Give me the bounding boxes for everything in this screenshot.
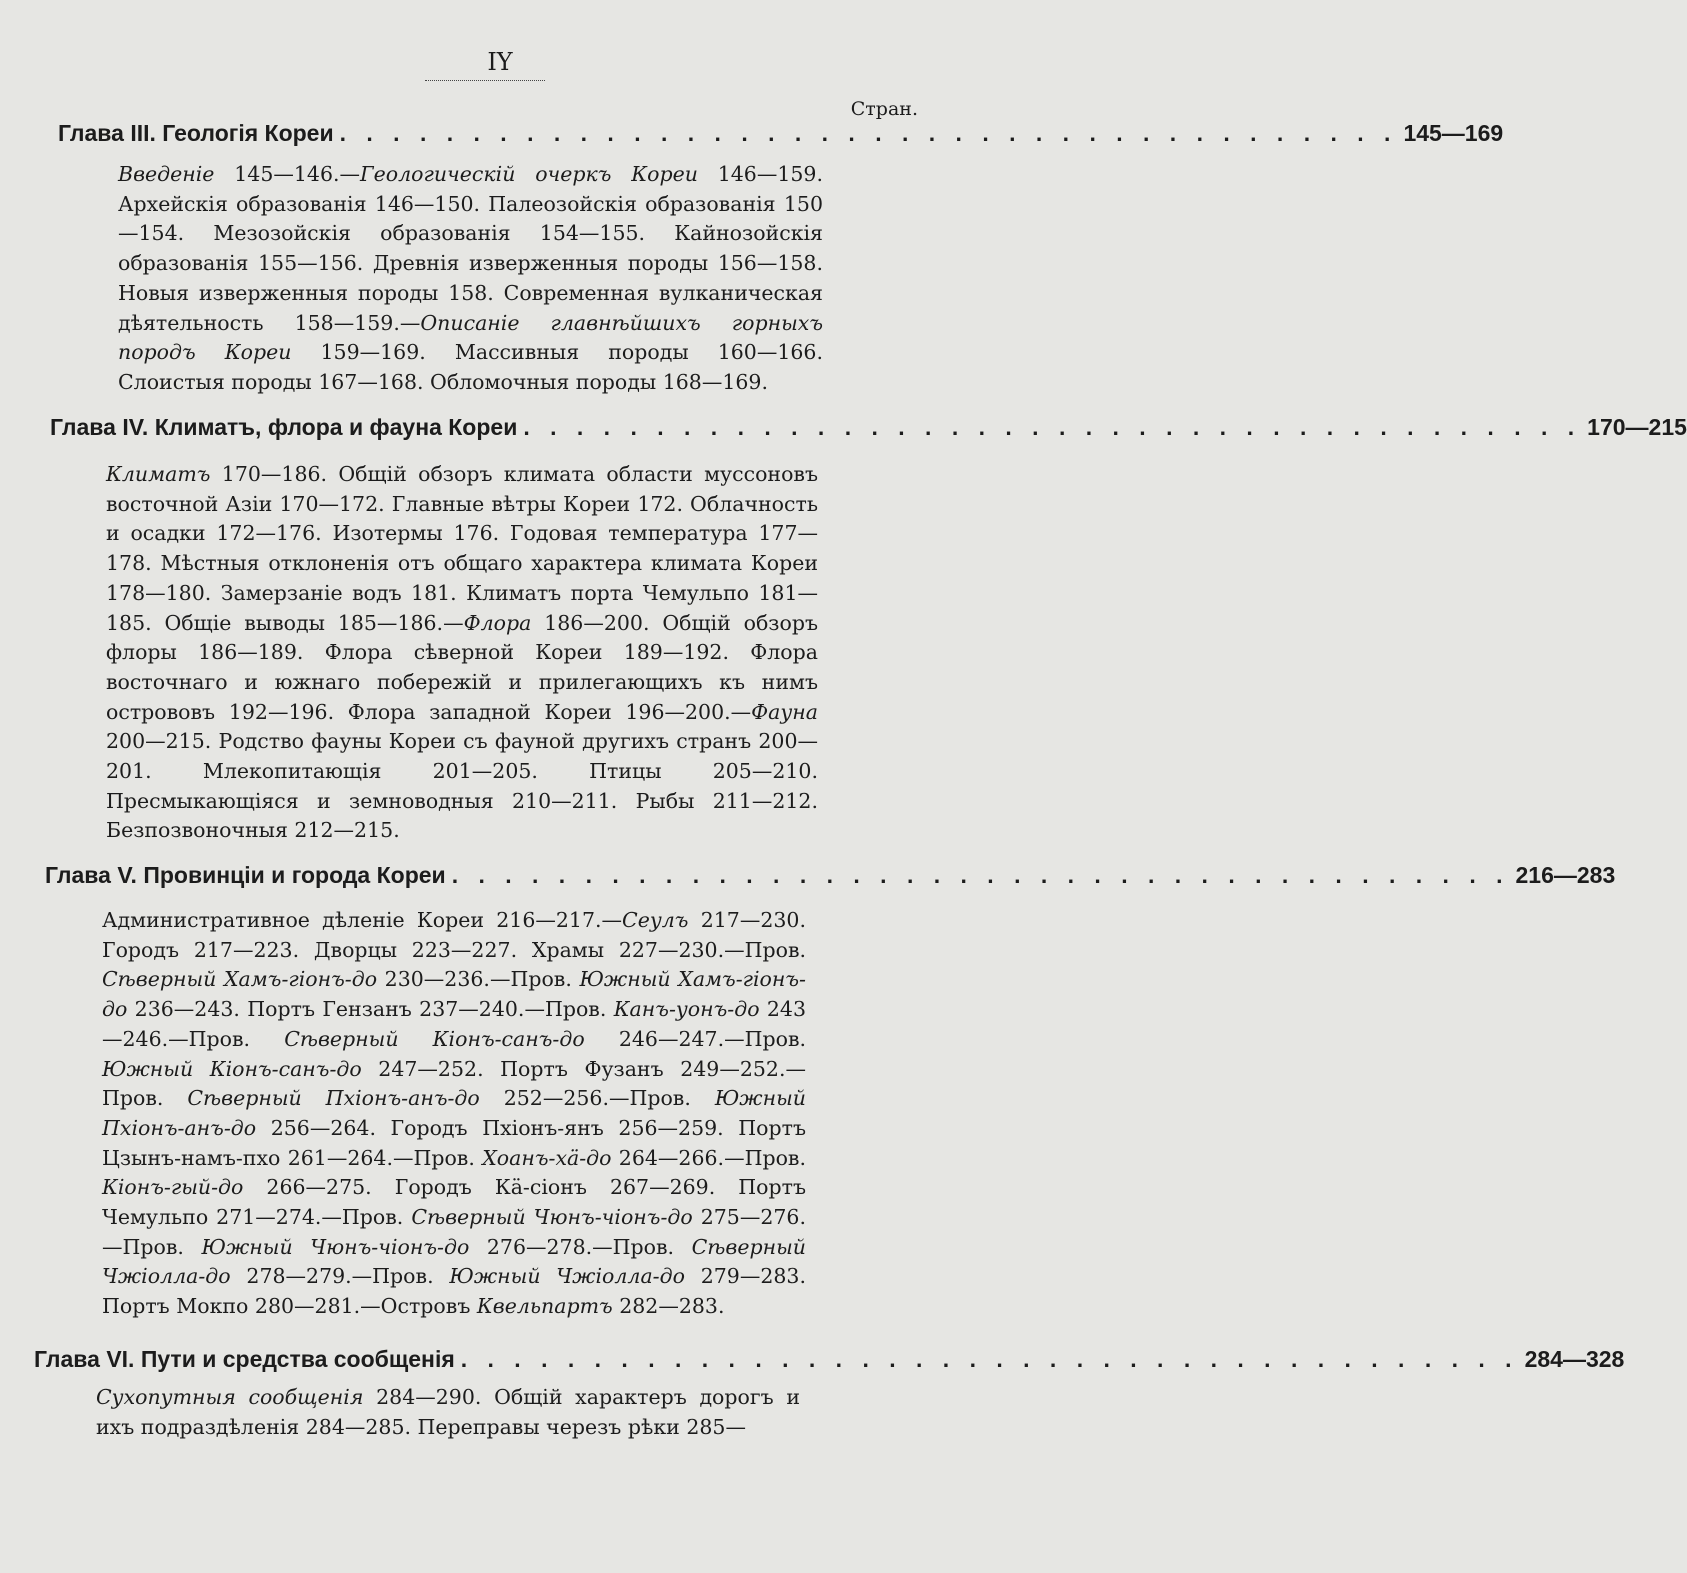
italic-topic: Геологическій очеркъ Кореи	[360, 162, 698, 186]
chapter-title: Глава IV. Климатъ, флора и фауна Кореи	[50, 414, 518, 440]
summary-text: 279—283. Портъ Мокпо 280—281.—Островъ	[102, 1264, 806, 1319]
chapter-heading	[34, 1346, 1625, 1378]
chapter-heading	[45, 862, 1616, 894]
italic-topic: Сѣверный Чюнъ-чіонъ-до	[411, 1205, 693, 1230]
summary-text: 230—236.—Пров.	[377, 967, 580, 992]
summary-text: 243—246.—Пров.	[102, 997, 806, 1051]
italic-topic: Южный Хамъ-гіонъ-до	[102, 967, 806, 1022]
italic-topic: Южный Кіонъ-санъ-до	[102, 1056, 362, 1081]
italic-topic: Сѣверный Хамъ-гіонъ-до	[102, 967, 378, 992]
chapter-page-range: 284—328	[1524, 1346, 1625, 1372]
chapter-heading	[58, 120, 1504, 152]
summary-text: 217—230. Городъ 217—223. Дворцы 223—227. Храмы 227—230.—Пров.	[102, 908, 806, 962]
summary-text: 284—290. Общій характеръ дорогъ и ихъ подраздѣленія 284—285. Переправы черезъ рѣки 285—	[96, 1385, 800, 1439]
italic-topic: Описаніе главнѣйшихъ горныхъ породъ Кореи	[118, 310, 823, 365]
chapter-page-range: 145—169	[1403, 120, 1504, 146]
summary-text: 146—159. Архейскія образованія 146—150. Палеозойскія образованія 150—154. Мезозойскія образованія 154—155. Кайнозойскія образованія 155—156. Древнія изверженныя породы 156—158. Новыя изверженныя породы 158. Современная вулканическая дѣятельность 158—159.—	[118, 162, 823, 335]
summary-text: 264—266.—Пров.	[611, 1145, 806, 1170]
summary-text: 256—264. Городъ Пхіонъ-янъ 256—259. Портъ Цзынъ-намъ-пхо 261—264.—Пров.	[102, 1115, 806, 1170]
summary-text: 246—247.—Пров.	[584, 1026, 806, 1051]
leader-dots: . . . . . . . . . . . . . . . . . . . . . . . . . . . . . . . . . . . . . . . .	[523, 414, 1582, 440]
chapter-title: Глава III. Геологія Кореи	[58, 120, 334, 146]
chapter-page-range: 216—283	[1515, 862, 1616, 888]
summary-text: 200—215. Родство фауны Кореи съ фауной другихъ странъ 200—201. Млекопитающія 201—205. Птицы 205—210. Пресмыкающіяся и земноводныя 210—211. Рыбы 211—212. Безпозвоночныя 212—215.	[106, 729, 818, 843]
summary-text: 170—186. Общій обзоръ климата области муссоновъ восточной Азіи 170—172. Главные вѣтры Кореи 172. Облачность и осадки 172—176. Изотермы 176. Годовая температура 177—178. Мѣстныя отклоненія отъ общаго характера климата Кореи 178—180. Замерзаніе водъ 181. Климатъ порта Чемульпо 181—185. Общіе выводы 185—186.—	[106, 462, 818, 635]
leader-dots: . . . . . . . . . . . . . . . . . . . . . . . . . . . . . . . . . . . . . . . .	[339, 120, 1398, 146]
summary-text: Административное дѣленіе Кореи 216—217.—	[102, 908, 623, 932]
italic-topic: Сѣверный Кіонъ-санъ-до	[284, 1026, 585, 1051]
italic-topic: Южный Чжіолла-до	[449, 1264, 685, 1289]
page-column-label: Стран.	[850, 98, 918, 120]
summary-text: 276—278.—Пров.	[469, 1234, 692, 1259]
italic-topic: Квельпартъ	[476, 1294, 613, 1319]
summary-text: 278—279.—Пров.	[230, 1264, 450, 1289]
italic-topic: Фауна	[751, 699, 818, 724]
summary-text: 252—256.—Пров.	[479, 1086, 715, 1111]
page-number-rule	[425, 80, 545, 81]
chapter-summary	[118, 160, 823, 398]
chapter-title: Глава V. Провинціи и города Кореи	[45, 862, 446, 888]
italic-topic: Канъ-уонъ-до	[613, 997, 760, 1022]
italic-topic: Сѣверный Чжіолла-до	[102, 1234, 806, 1289]
italic-topic: Сеулъ	[622, 908, 689, 932]
italic-topic: Сѣверный Пхіонъ-анъ-до	[187, 1086, 480, 1111]
summary-text: 282—283.	[612, 1294, 725, 1319]
summary-text: 186—200. Общій обзоръ флоры 186—189. Флора сѣверной Кореи 189—192. Флора восточнаго и южнаго побережій и прилегающихъ къ нимъ острововъ 192—196. Флора западной Кореи 196—200.—	[106, 610, 818, 724]
chapter-summary	[96, 1383, 800, 1442]
italic-topic: Южный Чюнъ-чіонъ-до	[201, 1234, 470, 1259]
chapter-summary	[102, 906, 806, 1322]
summary-text: 247—252. Портъ Фузанъ 249—252.—Пров.	[102, 1056, 806, 1111]
chapter-summary	[106, 460, 818, 846]
chapter-heading	[50, 414, 1687, 446]
summary-text: 275—276.—Пров.	[102, 1205, 806, 1259]
italic-topic: Сухопутныя сообщенія	[96, 1385, 364, 1409]
page-number: IY	[487, 48, 513, 76]
leader-dots: . . . . . . . . . . . . . . . . . . . . . . . . . . . . . . . . . . . . . . . .	[451, 862, 1510, 888]
italic-topic: Введеніе	[118, 162, 215, 186]
chapter-page-range: 170—215	[1587, 414, 1687, 440]
italic-topic: Флора	[463, 610, 532, 635]
summary-text: 145—146.—	[214, 162, 361, 186]
summary-text: 159—169. Массивныя породы 160—166. Слоистыя породы 167—168. Обломочныя породы 168—169.	[118, 340, 823, 394]
leader-dots: . . . . . . . . . . . . . . . . . . . . . . . . . . . . . . . . . . . . . . . .	[460, 1346, 1519, 1372]
chapter-title: Глава VI. Пути и средства сообщенія	[34, 1346, 455, 1372]
italic-topic: Южный Пхіонъ-анъ-до	[102, 1086, 806, 1140]
italic-topic: Климатъ	[106, 462, 211, 486]
italic-topic: Кіонъ-гый-до	[102, 1175, 244, 1200]
summary-text: 266—275. Городъ Кä-сіонъ 267—269. Портъ Чемульпо 271—274.—Пров.	[102, 1175, 806, 1230]
summary-text: 236—243. Портъ Гензанъ 237—240.—Пров.	[127, 997, 614, 1022]
italic-topic: Хоанъ-хä-до	[482, 1145, 612, 1170]
